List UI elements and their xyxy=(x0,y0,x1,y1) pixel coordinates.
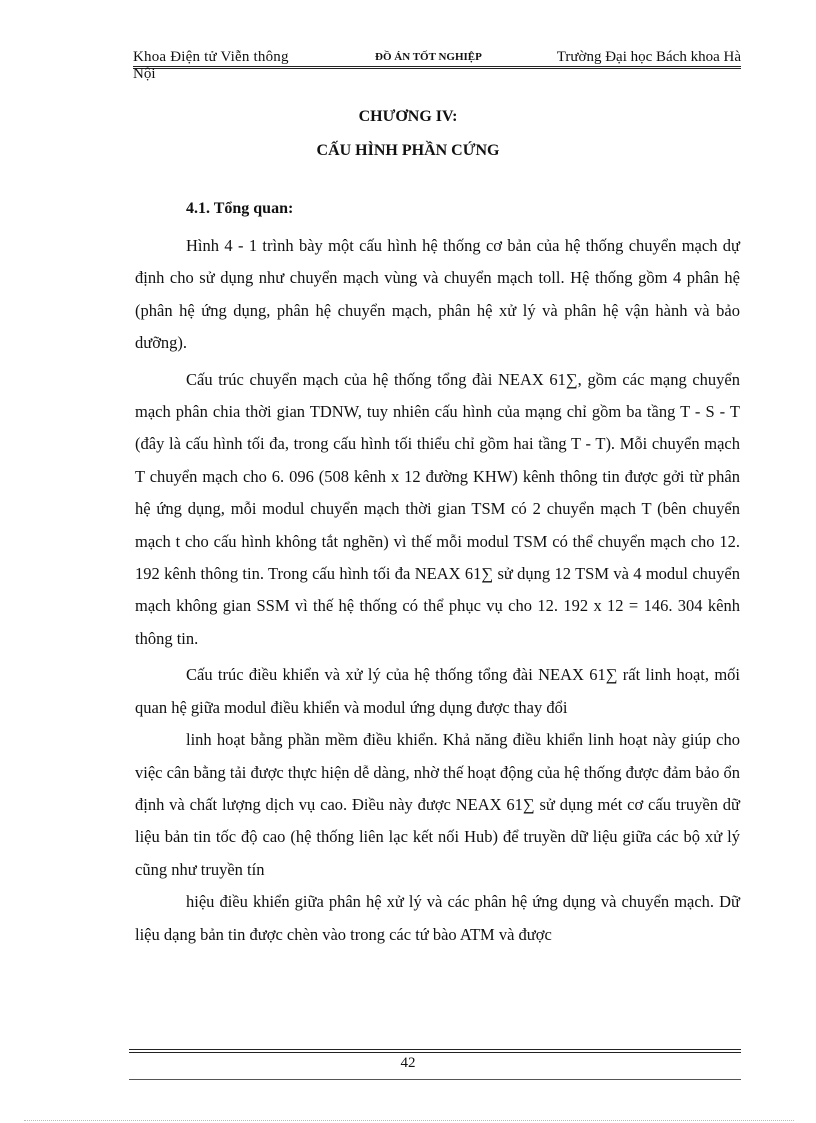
header-rule-double xyxy=(133,68,741,69)
footer-bottom-rule xyxy=(129,1079,741,1080)
header-university: Trường Đại học Bách khoa Hà xyxy=(556,49,741,65)
page-number: 42 xyxy=(400,1055,416,1071)
page-edge-dotted-line xyxy=(24,1120,794,1121)
chapter-subtitle: CẤU HÌNH PHẦN CỨNG xyxy=(316,142,500,159)
body-text xyxy=(135,230,740,951)
paragraph: linh hoạt bằng phần mềm điều khiển. Khả năng điều khiển linh hoạt này giúp cho việc cân bằng tải được thực hiện dễ dàng, nhờ thế hoạt động của hệ thống được đảm bảo ổn định và chất lượng dịch vụ cao. Điều này được NEAX 61∑ sử dụng mét cơ cấu truyền dữ liệu bản tin tốc độ cao (hệ thống liên lạc kết nối Hub) để truyền dữ liệu giữa các bộ xử lý cũng như truyền tín xyxy=(135,730,740,879)
paragraph: hiệu điều khiển giữa phân hệ xử lý và các phân hệ ứng dụng và chuyển mạch. Dữ liệu dạng bản tin được chèn vào trong các tứ bào ATM và được xyxy=(135,892,740,944)
paragraph: Cấu trúc chuyển mạch của hệ thống tổng đài NEAX 61∑, gồm các mạng chuyển mạch phân chia thời gian TDNW, tuy nhiên cấu hình của mạng chỉ gồm ba tầng T - S - T (đây là cấu hình tối đa, trong cấu hình tối thiểu chỉ gồm hai tầng T - T). Mỗi chuyển mạch T chuyển mạch cho 6. 096 (508 kênh x 12 đường KHW) kênh thông tin được gởi từ phân hệ ứng dụng, mỗi modul chuyển mạch thời gian TSM có 2 chuyển mạch T (bên chuyển mạch t cho cấu hình không tắt nghẽn) vì thế mỗi modul TSM có thể chuyển mạch cho 12. 192 kênh thông tin. Trong cấu hình tối đa NEAX 61∑ sử dụng 12 TSM và 4 modul chuyển mạch không gian SSM vì thế hệ thống có thể phục vụ cho 12. 192 x 12 = 146. 304 kênh thông tin. xyxy=(135,369,740,648)
page-header xyxy=(133,49,741,85)
header-faculty: Khoa Điện tử Viễn thông xyxy=(133,49,289,65)
paragraph: Cấu trúc điều khiển và xử lý của hệ thống tổng đài NEAX 61∑ rất linh hoạt, mối quan hệ giữa modul điều khiển và modul ứng dụng được thay đổi xyxy=(135,665,740,717)
section-heading: 4.1. Tổng quan: xyxy=(186,200,294,217)
paragraph: Hình 4 - 1 trình bày một cấu hình hệ thống cơ bản của hệ thống chuyển mạch dự định cho sử dụng như chuyển mạch vùng và chuyển mạch toll. Hệ thống gồm 4 phân hệ (phân hệ ứng dụng, phân hệ chuyển mạch, phân hệ xử lý và phân hệ vận hành và bảo dưỡng). xyxy=(135,236,740,353)
header-rule xyxy=(133,66,741,67)
footer-rule-double xyxy=(129,1052,741,1053)
chapter-title: CHƯƠNG IV: xyxy=(358,108,458,125)
header-university-continuation: Nội xyxy=(133,66,156,82)
footer-rule xyxy=(129,1049,741,1050)
header-thesis-label: ĐỒ ÁN TỐT NGHIỆP xyxy=(375,51,482,63)
